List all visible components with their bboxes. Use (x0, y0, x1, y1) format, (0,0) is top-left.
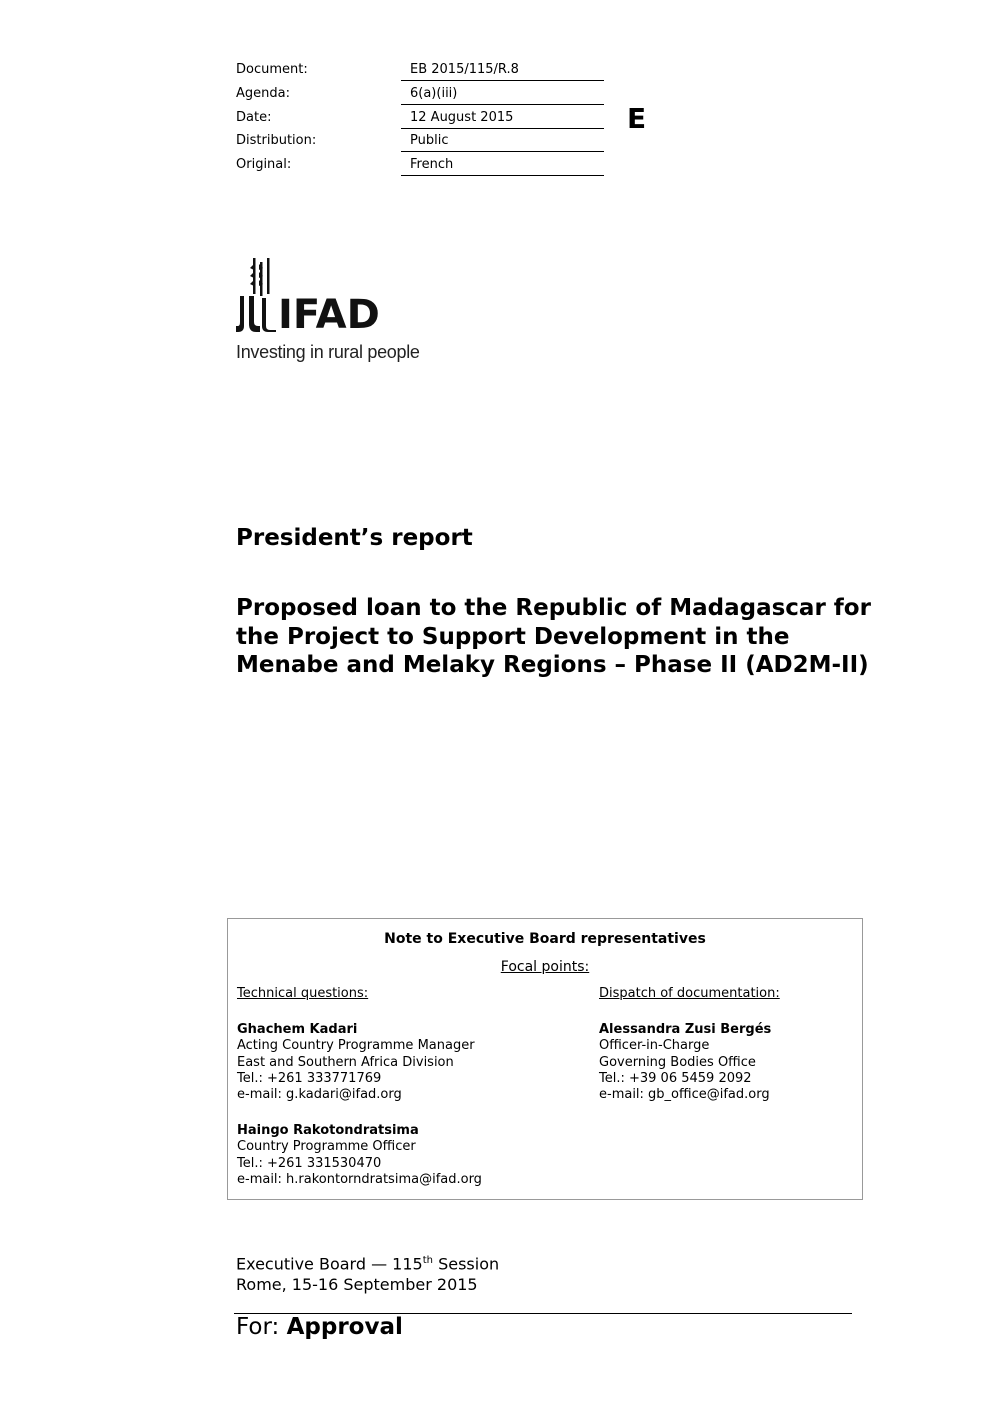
focal-points-text: Focal points: (500, 959, 590, 975)
contact-email[interactable]: e-mail: h.rakontorndratsima@ifad.org (237, 1171, 482, 1187)
meta-label: Agenda: (236, 85, 290, 101)
dispatch-column (599, 986, 780, 1103)
meta-value: 6(a)(iii) (401, 84, 604, 105)
contact-name: Ghachem Kadari (237, 1022, 358, 1038)
report-type: President’s report (236, 525, 473, 551)
contact-role: Country Programme Officer (237, 1139, 416, 1155)
logo-tagline: Investing in rural people (236, 342, 420, 362)
technical-questions-column (237, 986, 482, 1188)
contact-role: Acting Country Programme Manager (237, 1038, 475, 1054)
session-board: Executive Board — 115 (236, 1254, 423, 1274)
note-title: Note to Executive Board representatives (384, 931, 706, 947)
contact-card (237, 1123, 482, 1188)
contact-card (599, 1022, 780, 1103)
note-to-board-box (227, 918, 863, 1200)
focal-points-label (228, 959, 862, 975)
meta-label: Distribution: (236, 133, 317, 149)
contact-email[interactable]: e-mail: gb_office@ifad.org (599, 1087, 770, 1103)
contact-phone: Tel.: +261 331530470 (237, 1155, 382, 1171)
logo-wordmark: IFAD (278, 292, 380, 338)
purpose-line (236, 1314, 403, 1340)
session-info (236, 1250, 499, 1295)
contact-phone: Tel.: +39 06 5459 2092 (599, 1070, 752, 1086)
meta-value: Public (401, 131, 604, 152)
wheat-logo-icon (236, 258, 276, 332)
meta-row-document (236, 58, 606, 82)
purpose-prefix: For: (236, 1314, 287, 1340)
contact-card (237, 1022, 482, 1103)
purpose-value: Approval (286, 1314, 403, 1340)
meta-label: Original: (236, 157, 292, 173)
meta-label: Date: (236, 109, 272, 125)
language-code: E (627, 102, 647, 135)
meta-row-original (236, 153, 606, 177)
contact-role: Officer-in-Charge (599, 1038, 710, 1054)
contact-office: Governing Bodies Office (599, 1054, 756, 1070)
dispatch-heading: Dispatch of documentation: (599, 986, 780, 1001)
meta-value: EB 2015/115/R.8 (401, 60, 604, 81)
meta-row-distribution (236, 129, 606, 153)
meta-label: Document: (236, 62, 308, 77)
meta-row-agenda (236, 82, 606, 106)
technical-questions-heading: Technical questions: (237, 986, 369, 1001)
meta-row-date (236, 106, 606, 130)
contact-name: Alessandra Zusi Bergés (599, 1022, 772, 1038)
document-metadata (236, 58, 606, 177)
session-place-date: Rome, 15-16 September 2015 (236, 1275, 478, 1295)
contact-name: Haingo Rakotondratsima (237, 1123, 419, 1139)
session-word: Session (432, 1254, 500, 1274)
contact-division: East and Southern Africa Division (237, 1054, 454, 1070)
session-line (236, 1250, 499, 1274)
meta-value: 12 August 2015 (401, 108, 604, 129)
report-title: Proposed loan to the Republic of Madagascar for the Project to Support Development in the Menabe and Melaky Regions – Phase II (AD2M-II) (236, 595, 871, 678)
session-ordinal: th (422, 1255, 433, 1266)
meta-value: French (401, 155, 604, 176)
contact-phone: Tel.: +261 333771769 (237, 1070, 382, 1086)
contact-email[interactable]: e-mail: g.kadari@ifad.org (237, 1087, 402, 1103)
